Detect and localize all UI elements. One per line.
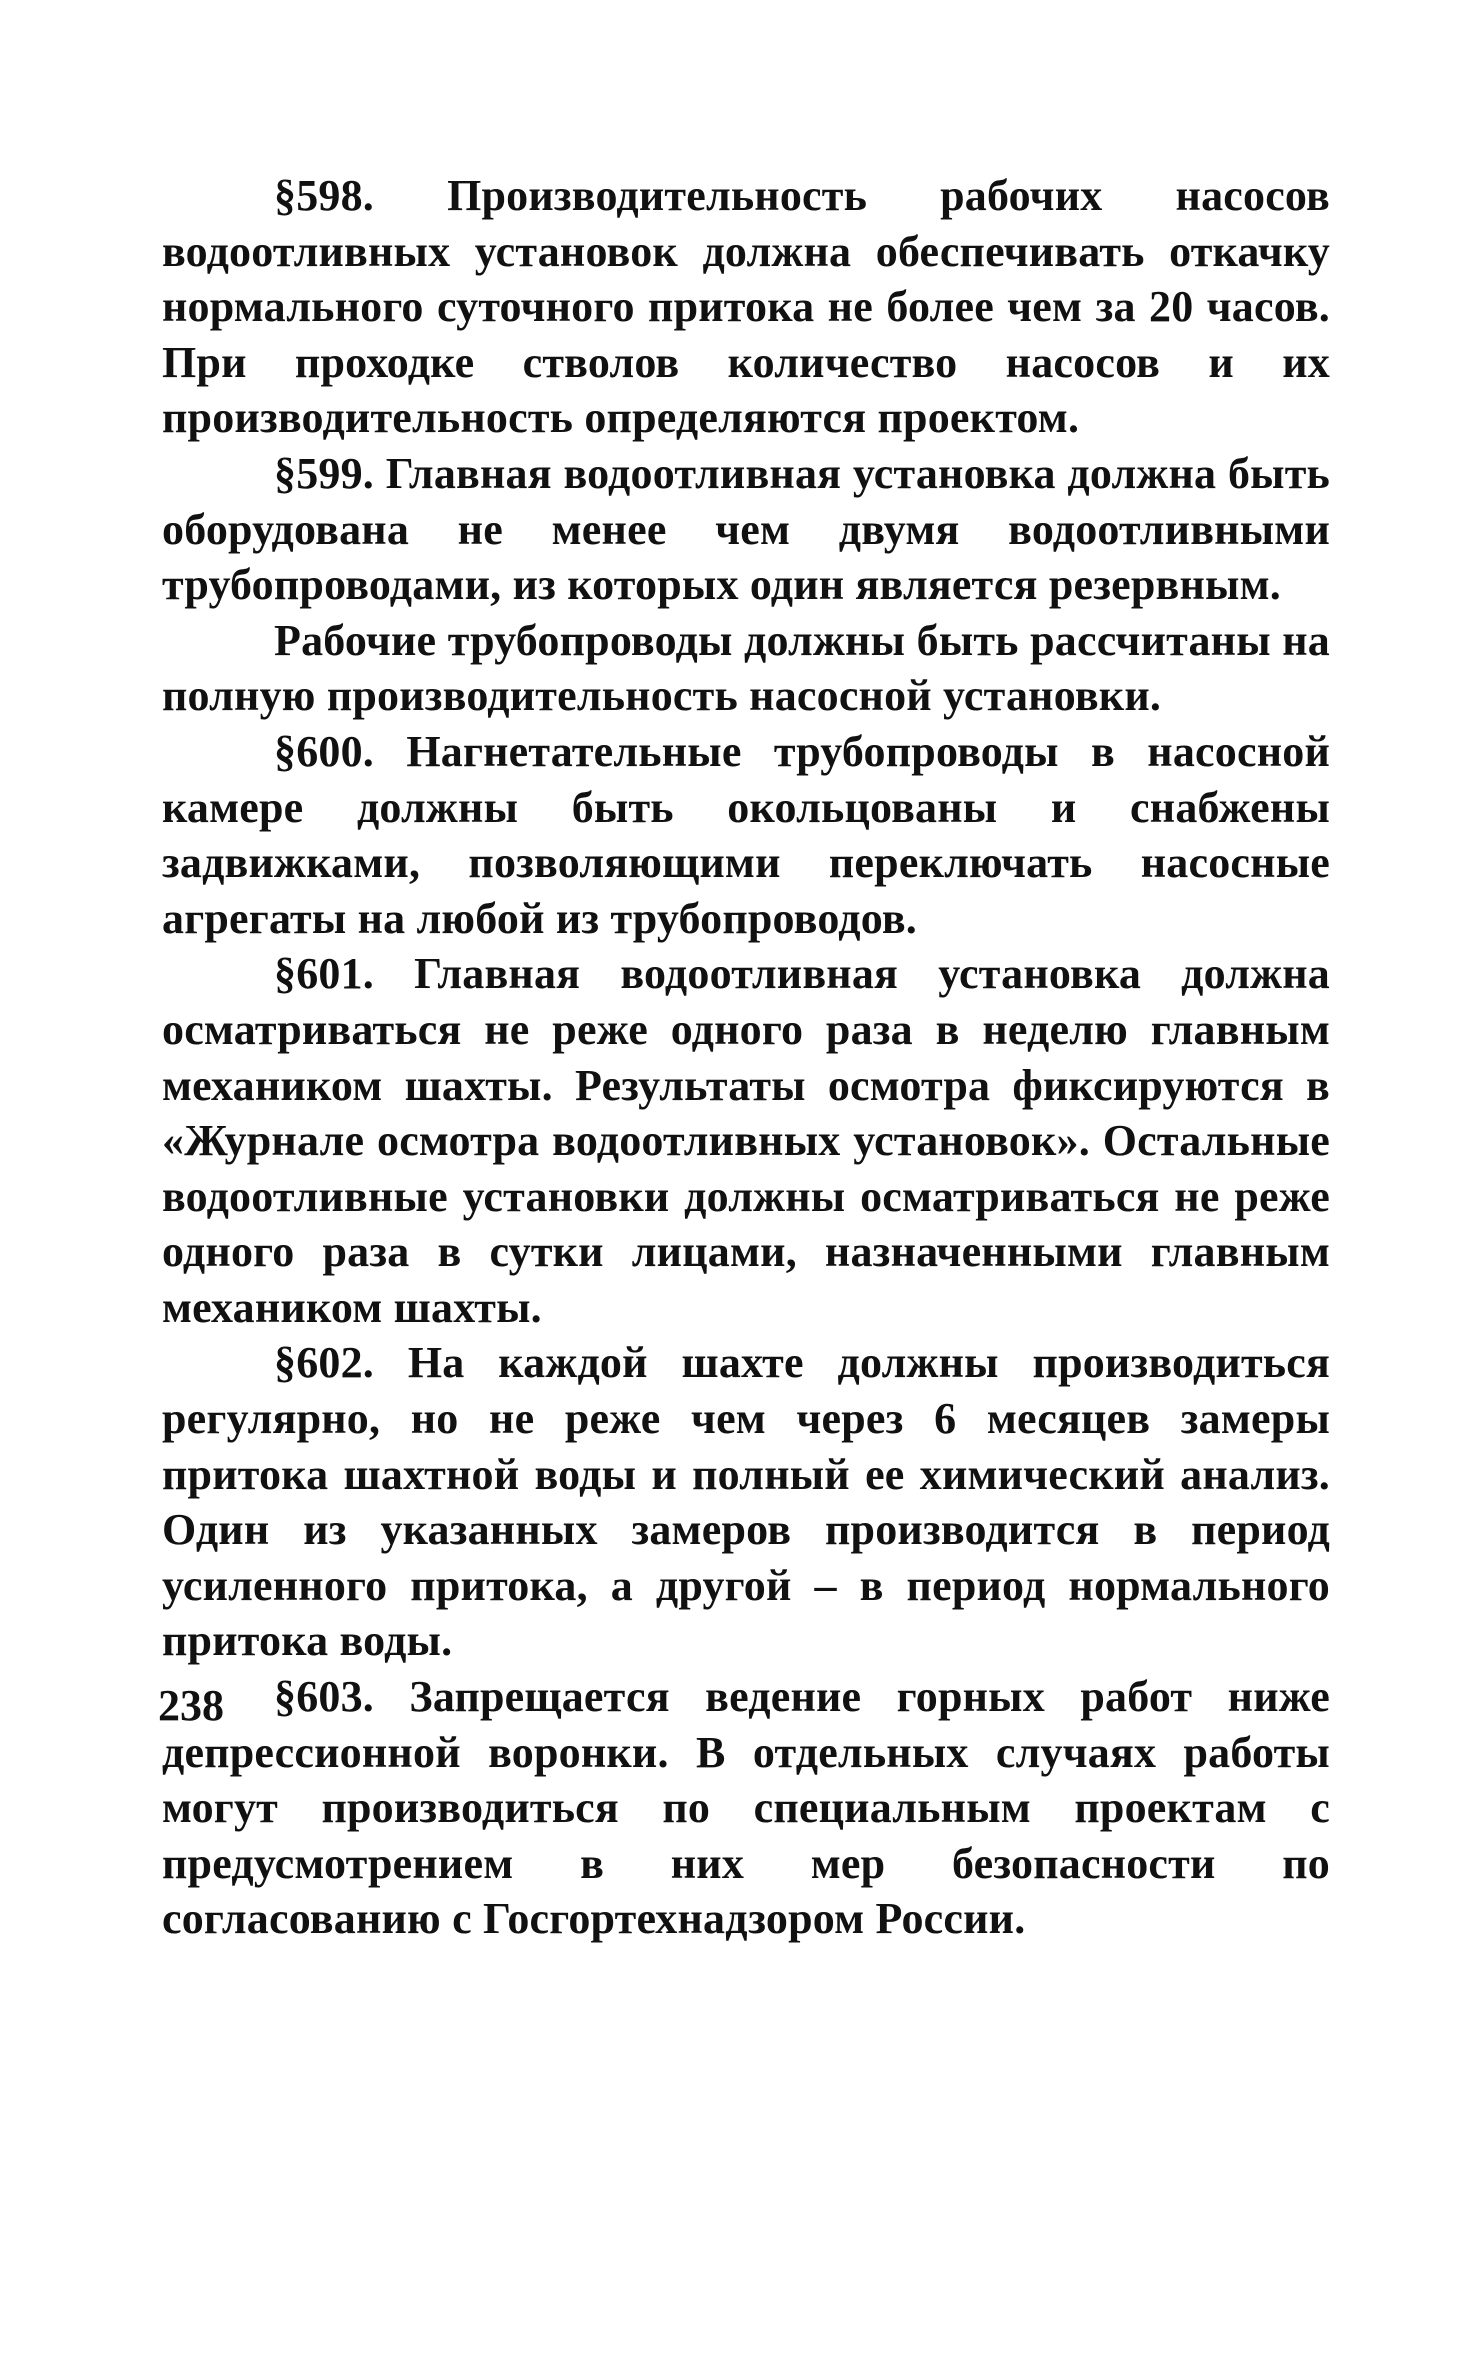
page-number: 238 <box>158 1681 224 1730</box>
paragraph-600: §600. Нагнетательные трубопроводы в насосной камере должны быть окольцованы и снабжены задвижками, позволяющими переключать насосные агрегаты на любой из трубопроводов. <box>162 726 1330 943</box>
paragraph-603: §603. Запрещается ведение горных работ ниже депрессионной воронки. В отдельных случаях работы могут производиться по специальным проектам с предусмотрением в них мер безопасности по согласованию с Госгортехнадзором России. <box>162 1672 1330 1944</box>
paragraph-599-working-pipelines: Рабочие трубопроводы должны быть рассчитаны на полную производительность насосной установки. <box>162 615 1330 721</box>
paragraph-598: §598. Производительность рабочих насосов водоотливных установок должна обеспечивать откачку нормального суточного притока не более чем за 20 часов. При проходке стволов количество насосов и их производительность определяются проектом. <box>162 171 1330 443</box>
paragraph-599: §599. Главная водоотливная установка должна быть оборудована не менее чем двумя водоотливными трубопроводами, из которых один является резервным. <box>162 448 1330 610</box>
body-text <box>162 168 1330 1947</box>
paragraph-602: §602. На каждой шахте должны производиться регулярно, но не реже чем через 6 месяцев замеры притока шахтной воды и полный ее химический анализ. Один из указанных замеров производится в период усиленного притока, а другой – в период нормального притока воды. <box>162 1338 1330 1666</box>
paragraph-601: §601. Главная водоотливная установка должна осматриваться не реже одного раза в неделю главным механиком шахты. Результаты осмотра фиксируются в «Журнале осмотра водоотливных установок». Остальные водоотливные установки должны осматриваться не реже одного раза в сутки лицами, назначенными главным механиком шахты. <box>162 949 1330 1332</box>
